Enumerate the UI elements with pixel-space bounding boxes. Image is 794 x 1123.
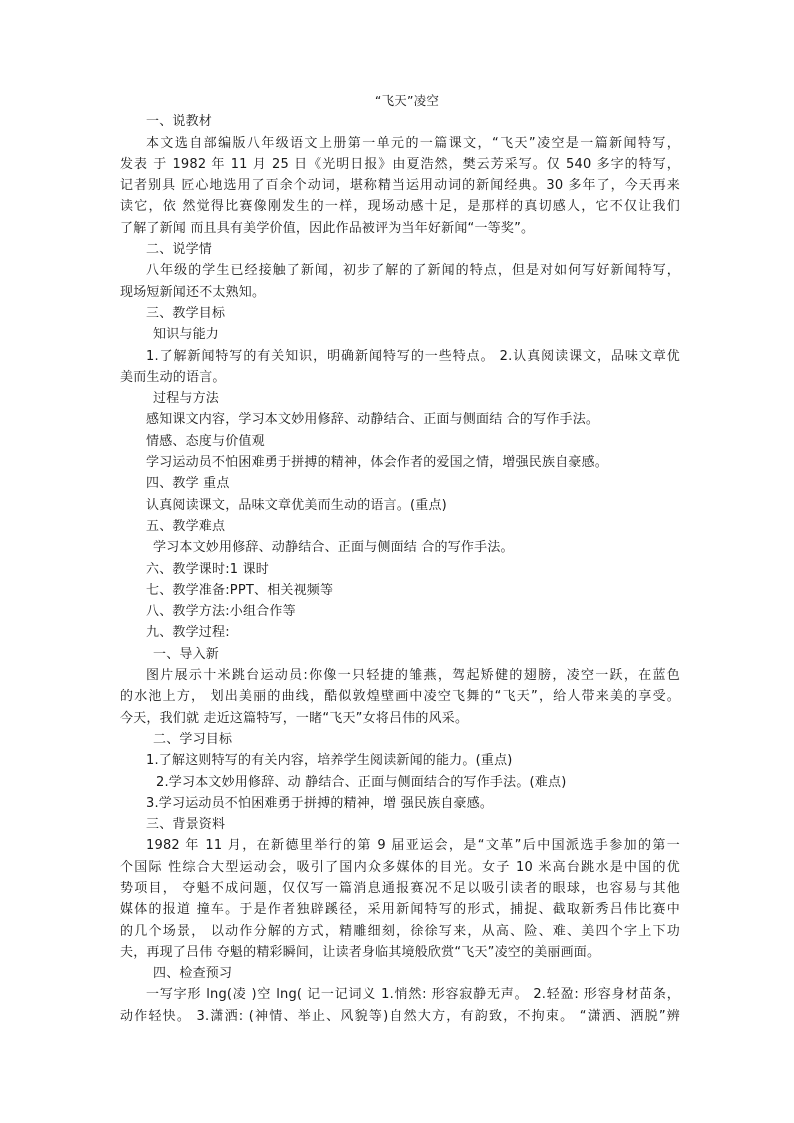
text-line: 图片展示十米跳台运动员:你像一只轻捷的雏燕，驾起矫健的翅膀，凌空一跃，在蓝色 [146,668,680,684]
text-line: 媒体的报道 撞车。于是作者独辟蹊径，采用新闻特写的形式，捕捉、截取新秀吕伟比赛中 [120,902,680,918]
text-line: 的水池上方， 划出美丽的曲线，酷似敦煌壁画中凌空飞舞的“飞天”，给人带来美的享受。 [120,689,680,705]
text-line: 3.学习运动员不怕困难勇于拼搏的精神，增 强民族自豪感。 [146,795,494,811]
text-line: 个国际 性综合大型运动会，吸引了国内众多媒体的目光。女子 10 米高台跳水是中国的优 [120,859,680,875]
text-line: 情感、态度与价值观 [146,433,265,449]
text-line: 夫，再现了吕伟 夺魁的精彩瞬间，让读者身临其境般欣赏“飞天”凌空的美丽画面。 [120,944,601,960]
text-line: 九、教学过程: [146,625,230,641]
text-line: 美而生动的语言。 [120,369,226,385]
text-line: 的几个场景， 以动作分解的方式，精雕细刻，徐徐写来，从高、险、难、美四个字上下功 [120,923,680,939]
text-line: 动作轻快。 3.潇洒: (神情、举止、风貌等)自然大方，有韵致，不拘束。 “潇洒、洒脱”辨 [120,1008,680,1024]
text-line: 一、导入新 [153,646,220,662]
text-line: 1982 年 11 月，在新德里举行的第 9 届亚运会，是“文革”后中国派选手参加的第一 [146,838,680,854]
text-line: 认真阅读课文，品味文章优美而生动的语言。(重点) [146,497,447,513]
text-line: 三、背景资料 [146,817,226,833]
text-line: 知识与能力 [153,327,220,343]
text-line: 学习本文妙用修辞、动静结合、正面与侧面结 合的写作手法。 [153,540,514,556]
text-line: 1.了解这则特写的有关内容，培养学生阅读新闻的能力。(重点) [146,753,513,769]
text-line: 二、学习目标 [153,731,233,747]
text-line: 七、教学准备:PPT、相关视频等 [146,582,334,598]
text-line: 今天，我们就 走近这篇特写，一睹“飞天”女将吕伟的风采。 [120,710,469,726]
text-line: 二、说学情 [146,242,213,258]
text-line: 四、教学 重点 [146,476,230,492]
text-line: 六、教学课时:1 课时 [146,561,269,577]
text-line: 过程与方法 [153,391,220,407]
document-body [120,111,680,1027]
text-line: 四、检查预习 [153,966,233,982]
text-line: 本文选自部编版八年级语文上册第一单元的一篇课文，“飞天”凌空是一篇新闻特写， [146,135,680,151]
text-line: 一、说教材 [146,114,213,130]
text-line: 记者别具 匠心地选用了百余个动词，堪称精当运用动词的新闻经典。30 多年了，今天再来 [120,178,680,194]
text-line: 五、教学难点 [146,518,226,534]
text-line: 学习运动员不怕困难勇于拼搏的精神，体会作者的爱国之情，增强民族自豪感。 [146,455,609,471]
text-line: 八年级的学生已经接触了新闻，初步了解的了新闻的特点，但是对如何写好新闻特写， [146,263,680,279]
document-page [120,90,680,1027]
text-line: 发表 于 1982 年 11 月 25 日《光明日报》由夏浩然，樊云芳采写。仅 540 多字的特写， [120,156,680,172]
text-line: 八、教学方法:小组合作等 [146,604,296,620]
text-line: 了解了新闻 而且具有美学价值，因此作品被评为当年好新闻“一等奖”。 [120,220,535,236]
text-line: 1.了解新闻特写的有关知识，明确新闻特写的一些特点。 2.认真阅读课文，品味文章优 [146,348,680,364]
text-line: 三、教学目标 [146,305,226,321]
text-line: 现场短新闻还不太熟知。 [120,284,266,300]
text-line: 2.学习本文妙用修辞、动 静结合、正面与侧面结合的写作手法。(难点) [156,774,567,790]
document-title: “飞天”凌空 [374,93,440,108]
text-line: 读它，依 然觉得比赛像刚发生的一样，现场动感十足，是那样的真切感人，它不仅让我们 [120,199,680,215]
text-line: 势项目， 夺魁不成问题，仅仅写一篇消息通报赛况不足以吸引读者的眼球，也容易与其他 [120,880,680,896]
text-line: 感知课文内容，学习本文妙用修辞、动静结合、正面与侧面结 合的写作手法。 [146,412,600,428]
text-line: 一写字形 lng(凌 )空 lng( 记一记词义 1.悄然: 形容寂静无声。 2.轻盈: 形容身材苗条， [146,987,680,1003]
